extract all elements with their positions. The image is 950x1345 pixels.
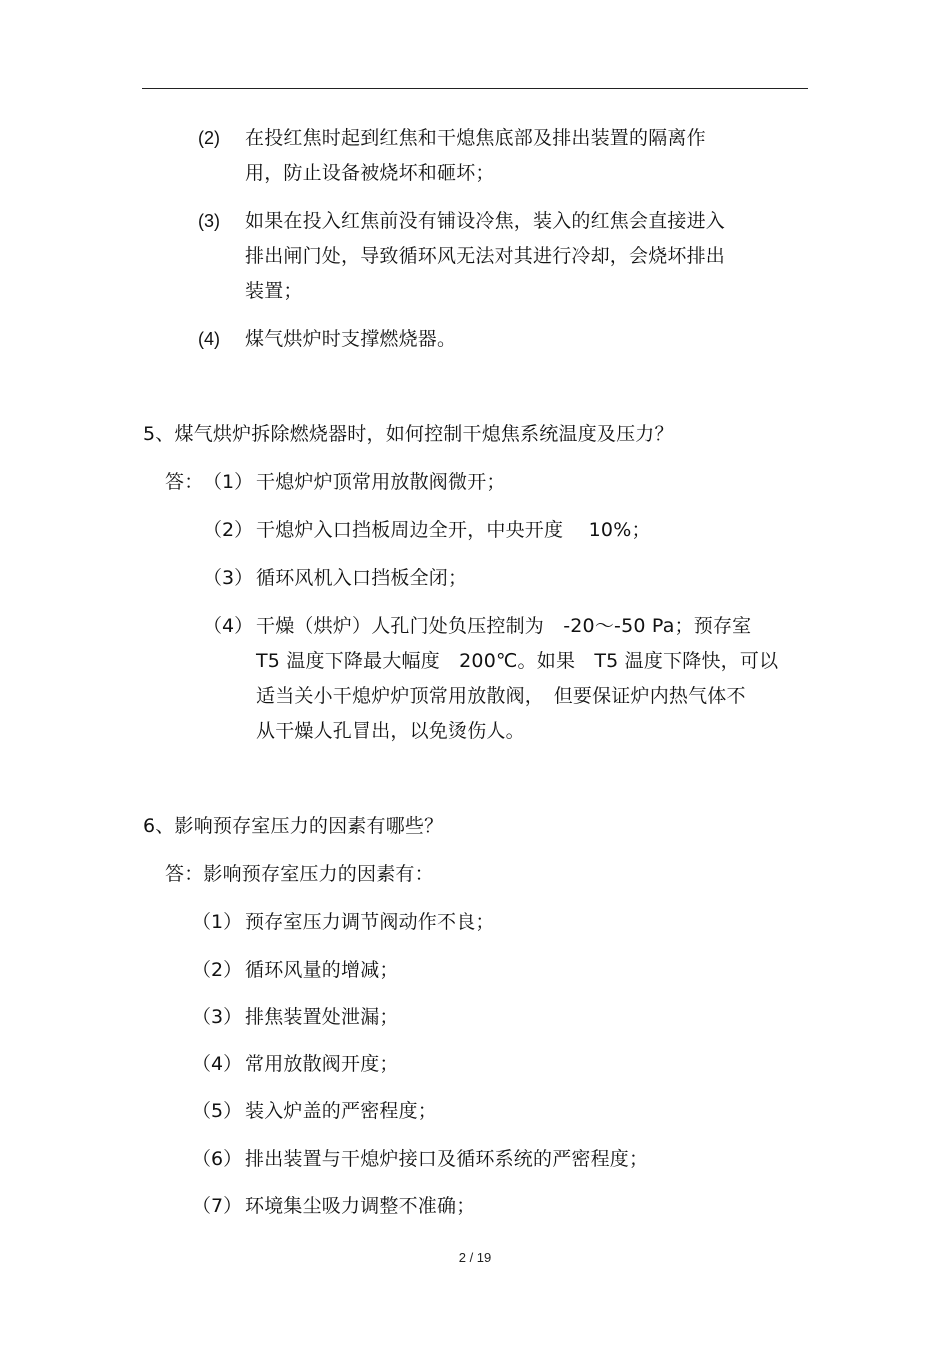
item-number: （2） <box>192 959 243 981</box>
item-text-line: 循环风量的增减； <box>245 959 399 981</box>
item-number: （5） <box>192 1100 243 1122</box>
item-text-line: 循环风机入口挡板全闭； <box>256 567 468 589</box>
item-text-line: 如果在投入红焦前没有铺设冷焦，装入的红焦会直接进入 <box>245 210 726 232</box>
item-number: （2） <box>203 519 254 541</box>
item-text-line: 干燥（烘炉）人孔门处负压控制为 -20～-50 Pa；预存室 <box>256 615 752 637</box>
item-number: (2) <box>198 128 220 148</box>
item-text-line: 干熄炉入口挡板周边全开，中央开度 10%； <box>256 519 651 541</box>
item-text-line: 预存室压力调节阀动作不良； <box>245 911 495 933</box>
page-number: 2 / 19 <box>458 1250 492 1265</box>
item-text-line: 排焦装置处泄漏； <box>245 1006 399 1028</box>
item-text-line: 从干燥人孔冒出，以免烫伤人。 <box>256 720 525 742</box>
question-6: 6、影响预存室压力的因素有哪些？ <box>143 815 444 837</box>
item-text-line: 用，防止设备被烧坏和砸坏； <box>245 162 495 184</box>
item-number: （3） <box>203 567 254 589</box>
question-5: 5、煤气烘炉拆除燃烧器时，如何控制干熄焦系统温度及压力？ <box>143 423 674 445</box>
item-number: （6） <box>192 1148 243 1170</box>
item-text-line: 排出闸门处，导致循环风无法对其进行冷却，会烧坏排出 <box>245 245 726 267</box>
item-text-line: 适当关小干熄炉炉顶常用放散阀， 但要保证炉内热气体不 <box>256 685 746 707</box>
item-number: （4） <box>203 615 254 637</box>
answer-intro: 答：影响预存室压力的因素有： <box>165 863 434 885</box>
item-number: （7） <box>192 1195 243 1217</box>
item-text-line: 干熄炉炉顶常用放散阀微开； <box>256 471 506 493</box>
item-text-line: 煤气烘炉时支撑燃烧器。 <box>245 328 457 350</box>
item-text-line: T5 温度下降最大幅度 200℃。如果 T5 温度下降快，可以 <box>256 650 779 672</box>
item-text-line: 在投红焦时起到红焦和干熄焦底部及排出装置的隔离作 <box>245 127 706 149</box>
item-text-line: 环境集尘吸力调整不准确； <box>245 1195 476 1217</box>
item-number: （1） <box>192 911 243 933</box>
item-number: （3） <box>192 1006 243 1028</box>
item-number: (4) <box>198 329 220 349</box>
item-number: (3) <box>198 211 220 231</box>
item-text-line: 常用放散阀开度； <box>245 1053 399 1075</box>
item-number: （4） <box>192 1053 243 1075</box>
item-text-line: 装置； <box>245 280 303 302</box>
header-rule <box>142 88 808 89</box>
item-number: （1） <box>203 471 254 493</box>
item-text-line: 排出装置与干熄炉接口及循环系统的严密程度； <box>245 1148 649 1170</box>
item-text-line: 装入炉盖的严密程度； <box>245 1100 438 1122</box>
answer-prefix: 答： <box>165 471 204 493</box>
